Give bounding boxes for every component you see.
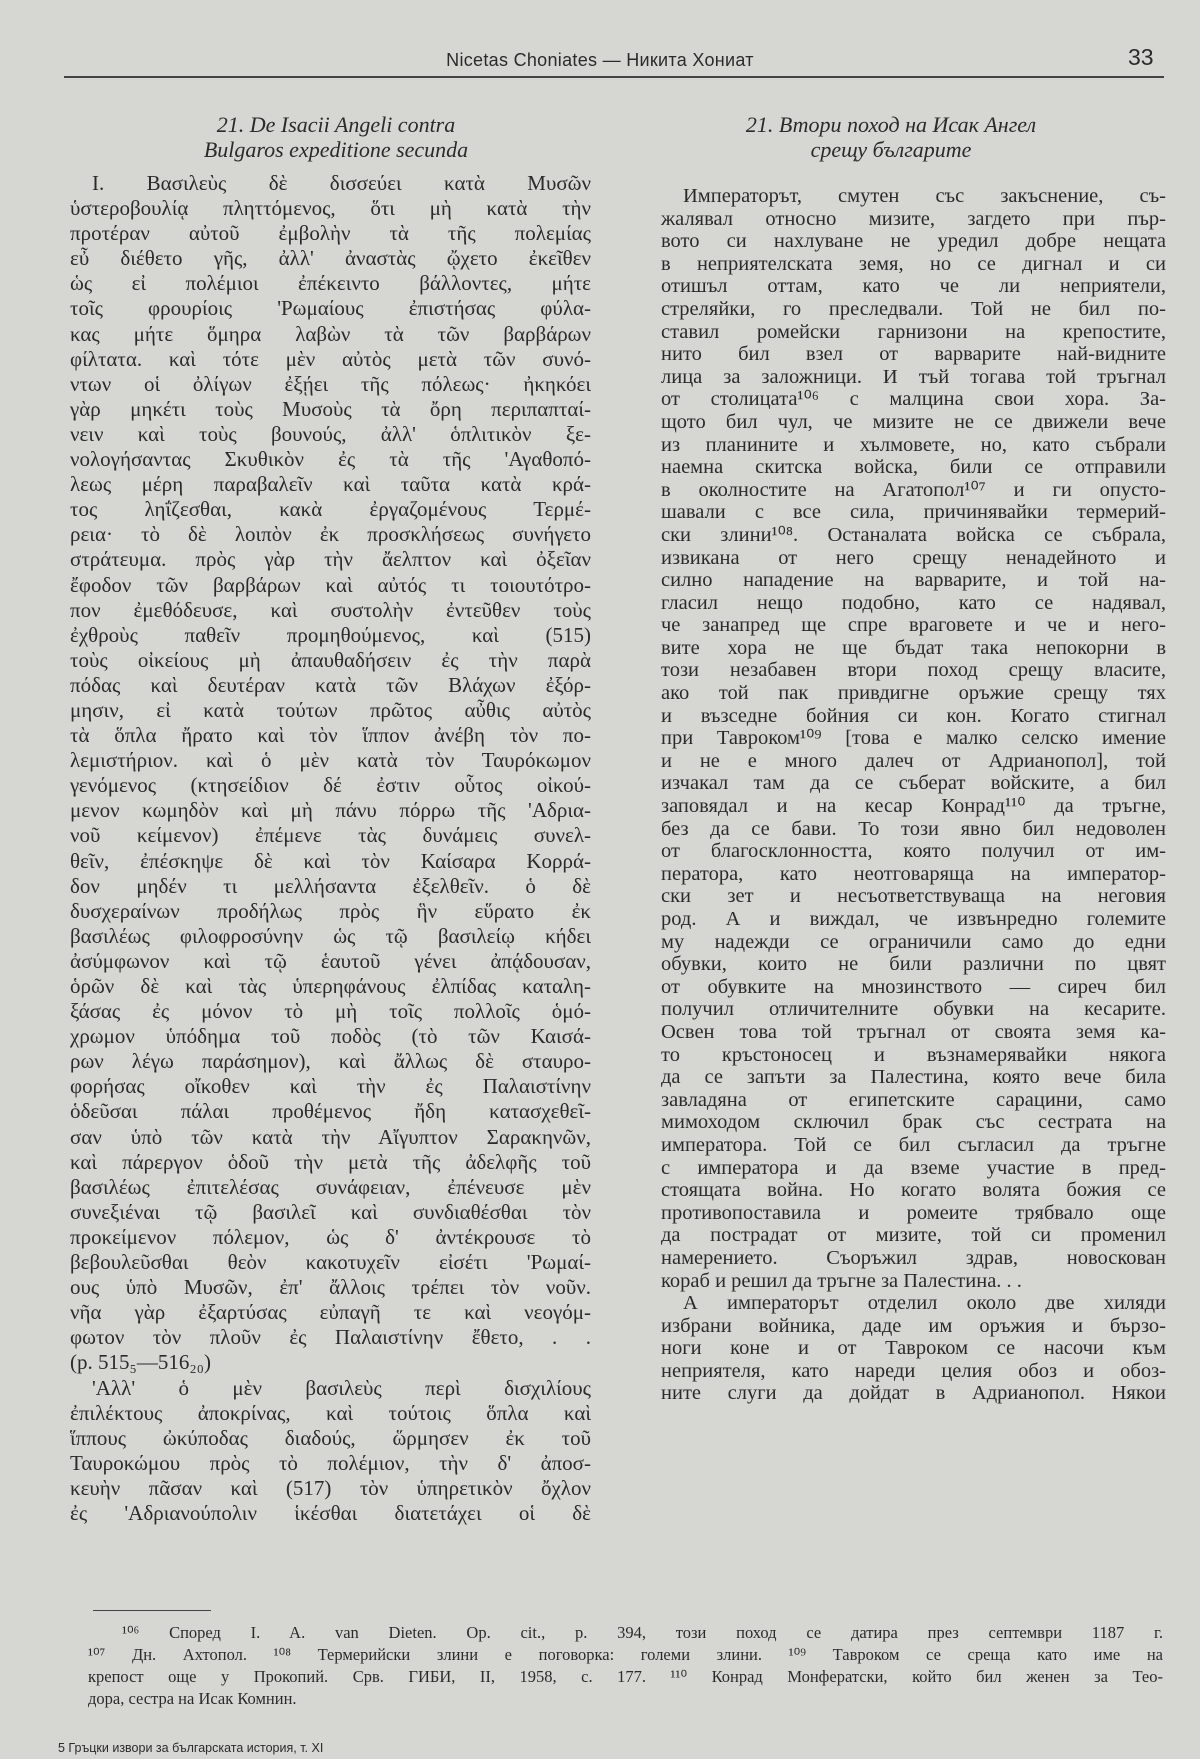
- text-line: τὰ ὅπλα ἤρατο καὶ τὸν ἵππον ἀνέβη τὸν πο-: [70, 723, 591, 748]
- text-line: εὖ διέθετο γῆς, ἀλλ' ἀναστὰς ᾤχετο ἐκεῖθεν: [70, 246, 591, 271]
- heading-line: 21. De Isacii Angeli contra: [216, 112, 456, 137]
- text-line: ὁρῶν δὲ καὶ τὰς ὑπερηφάνους ἐλπίδας καταλη-: [70, 974, 591, 998]
- text-line: ните слуги да дойдат в Адрианопол. Някои: [661, 1382, 1166, 1405]
- text-line: Императорът, смутен със закъснение, съ-: [683, 185, 1166, 207]
- text-line: лица за заложници. И тъй тогава той тръгнал: [661, 365, 1166, 388]
- text-line: ператора, като неотговаряща на император-: [661, 862, 1166, 885]
- text-line: κας μήτε ὅμηρα λαβὼν τὰ τῶν βαρβάρων: [70, 321, 591, 346]
- text-line: σαν ὑπὸ τῶν κατὰ τὴν Αἴγυπτον Σαρακηνῶν,: [70, 1124, 591, 1149]
- text-line: отишъл оттам, като че ли неприятели,: [661, 275, 1166, 298]
- text-line: заповядал и на кесар Конрад¹¹⁰ да тръгне,: [661, 795, 1166, 818]
- text-line: καὶ πάρεργον ὁδοῦ τὴν μετὰ τῆς ἀδελφῆς τοῦ: [70, 1149, 591, 1174]
- text-line: силно нападение на варварите, и той на-: [661, 569, 1166, 592]
- text-line: извикана от него срещу ненадейното и: [661, 546, 1166, 569]
- text-line: 'Αλλ' ὁ μὲν βασιλεὺς περὶ δισχιλίους: [92, 1375, 591, 1400]
- text-line: φωτον τὸν πλοῦν ἐς Παλαιστίνην ἔθετο, . .: [70, 1325, 591, 1350]
- greek-text-column: [70, 171, 591, 1526]
- text-line: ноги коне и от Тавроком се насочи към: [661, 1337, 1166, 1360]
- text-line: ἀσύμφωνον καὶ τῷ ἑαυτοῦ γένει ἀπᾴδουσαν,: [70, 948, 591, 973]
- text-line: μησιν, εἰ κατὰ τούτων πρῶτος αὖθις αὐτὸς: [70, 697, 591, 722]
- heading-line: срещу българите: [810, 137, 972, 162]
- text-line: θεῖν, ἐπέσκηψε δὲ καὶ τὸν Καίσαρα Κορρά-: [70, 848, 591, 873]
- text-line: нито бил взел от варварите най-видните: [661, 343, 1166, 366]
- text-line: νῆα γὰρ ἐξαρτύσας εὐπαγῆ τε καὶ νεογόμ-: [70, 1300, 591, 1325]
- footnotes: [88, 1622, 1163, 1710]
- signature-line: 5 Гръцки извори за българската история, т. XI: [58, 1741, 324, 1755]
- text-line: и не е много далеч от Адрианопол], той: [661, 749, 1166, 772]
- text-line: ски зет и несъответствуваща на неговия: [661, 885, 1166, 908]
- footnote-line: ¹⁰⁶ Според I. A. van Dieten. Op. cit., p. 394, този поход се датира през септември 1187 г.: [122, 1623, 1163, 1642]
- text-line: от столицата¹⁰⁶ с малцина свои хора. За-: [661, 388, 1166, 411]
- text-line: от благосклонността, която получил от им-: [661, 840, 1166, 863]
- running-title: Nicetas Choniates — Никита Хониат: [446, 50, 754, 70]
- text-line: че занапред ще спре враговете и че и него-: [661, 614, 1166, 637]
- text-line: шавали с все сила, причинявайки термерий-: [661, 501, 1166, 524]
- text-line: πόδας καὶ δευτέραν κατὰ τῶν Βλάχων ἐξόρ-: [70, 672, 591, 697]
- bulgarian-translation-column: [661, 185, 1166, 1405]
- heading-line: Bulgaros expeditione secunda: [203, 137, 469, 162]
- text-line: императора. Той се бил съгласил да тръгне: [661, 1133, 1166, 1156]
- text-line: А императорът отделил около две хиляди: [683, 1292, 1166, 1315]
- text-line: I. Βασιλεὺς δὲ δισσεύει κατὰ Μυσῶν: [92, 171, 591, 195]
- text-line: да се запъти за Палестина, която вече била: [661, 1066, 1166, 1089]
- text-line: този незабавен втори поход срещу власите,: [661, 659, 1166, 682]
- text-line: без да се бави. То този явно бил недоволен: [661, 817, 1166, 840]
- text-line: βασιλέως φιλοφροσύνην ὡς τῷ βασιλείῳ κήδει: [70, 923, 591, 948]
- text-line: вото си нахлуване не уредил добре нещата: [661, 230, 1166, 253]
- text-line: στράτευμα. πρὸς γὰρ τὴν ἄελπτον καὶ ὀξεῖαν: [70, 547, 591, 572]
- footnote-line: дора, сестра на Исак Комнин.: [88, 1689, 297, 1708]
- text-line: вите хора не ще бъдат така непокорни в: [661, 636, 1166, 659]
- text-line: νολογήσαντας Σκυθικὸν ἐς τὰ τῆς 'Αγαθοπό-: [70, 447, 591, 472]
- text-line: νοῦ κείμενον) ἐπέμενε τὰς δυνάμεις συνελ-: [70, 823, 591, 848]
- text-line: при Тавроком¹⁰⁹ [това е малко селско имение: [661, 727, 1166, 750]
- page-number: 33: [1128, 44, 1154, 70]
- text-line: противопоставила и ромеите трябвало още: [661, 1201, 1166, 1224]
- text-line: ἐχθροὺς παθεῖν προμηθούμενος, καὶ (515): [70, 622, 591, 647]
- text-line: завладяна от египетските сарацини, само: [661, 1088, 1166, 1111]
- text-line: κευὴν πᾶσαν καὶ (517) τὸν ὑπηρετικὸν ὄχλον: [70, 1475, 591, 1500]
- text-line: προτέραν αὐτοῦ ἐμβολὴν τὰ τῆς πολεμίας: [70, 221, 591, 246]
- text-line: πον ἐμεθόδευσε, καὶ συστολὴν ἐντεῦθεν τοὺς: [70, 597, 591, 622]
- text-line: ους ὑπὸ Μυσῶν, ἐπ' ἄλλοις τρέπει τὸν νοῦν.: [70, 1275, 591, 1300]
- text-line: получил отличителните обувки на кесарите.: [661, 998, 1166, 1021]
- text-line: ντων οἱ ὀλίγων ἐξῄει τῆς πόλεως· ἠκηκόει: [70, 371, 591, 396]
- text-line: ρων λέγω παράσημον), καὶ ἄλλως δὲ σταυρο-: [70, 1049, 591, 1074]
- text-line: τος ληΐζεσθαι, κακὰ ἐργαζομένους Τερμέ-: [70, 497, 591, 522]
- footnote-rule: [93, 1610, 211, 1611]
- footnote-line: крепост още у Прокопий. Срв. ГИБИ, II, 1958, с. 177. ¹¹⁰ Конрад Монфератски, който бил женен за Тео-: [88, 1667, 1163, 1686]
- text-line: ὡς εἰ πολέμιοι ἐπέκειντο βάλλοντες, μήτε: [70, 271, 591, 296]
- text-line: ἐς 'Αδριανούπολιν ἱκέσθαι διατετάχει οἱ δὲ: [70, 1500, 591, 1525]
- text-line: кораб и решил да тръгне за Палестина. . .: [661, 1269, 1022, 1292]
- text-line: βεβουλεῦσθαι θεὸν κακοτυχεῖν εἰσέτι 'Ρωμαί-: [70, 1250, 591, 1275]
- text-line: ἔφοδον τῶν βαρβάρων καὶ αὐτός τι τοιουτότρο-: [70, 572, 591, 597]
- text-line: намерението. Съоръжил здрав, новоскован: [661, 1246, 1166, 1269]
- text-line: мимоходом сключил брак със сестрата на: [661, 1111, 1166, 1134]
- text-line: συνεξιέναι τῷ βασιλεῖ καὶ συνδιαθέσθαι τὸν: [70, 1199, 591, 1224]
- text-line: в неприятелската земя, но се дигнал и си: [661, 252, 1166, 275]
- bulgarian-section-heading: [631, 112, 1151, 162]
- text-line: в околностите на Агатопол¹⁰⁷ и ги опусто-: [661, 478, 1166, 501]
- text-line: προκείμενον πόλεμον, ὡς δ' ἀντέκρουσε τὸ: [70, 1224, 591, 1249]
- footnote-line: ¹⁰⁷ Дн. Ахтопол. ¹⁰⁸ Термерийски злини е поговорка: големи злини. ¹⁰⁹ Тавроком се среща като име на: [88, 1645, 1163, 1664]
- text-line: Освен това той тръгнал от своята земя ка-: [661, 1020, 1166, 1043]
- heading-line: 21. Втори поход на Исак Ангел: [745, 112, 1037, 137]
- text-line: δυσχεραίνων προδήλως πρὸς ἣν εὕρατο ἐκ: [70, 898, 591, 923]
- text-line: φορήσας οἴκοθεν καὶ τὴν ἐς Παλαιστίνην: [70, 1074, 591, 1099]
- text-line: γενόμενος (κτησείδιον δέ ἐστιν οὗτος οἰκού-: [70, 773, 591, 798]
- text-line: наемна скитска войска, били се отправили: [661, 456, 1166, 479]
- text-line: ἵππους ὠκύποδας διαδούς, ὥρμησεν ἐκ τοῦ: [70, 1425, 591, 1450]
- text-line: γὰρ μηκέτι τοὺς Μυσοὺς τὰ ὄρη περιπαπταί-: [70, 396, 591, 421]
- text-line: λεμιστήριον. καὶ ὁ μὲν κατὰ τὸν Ταυρόκωμον: [70, 748, 591, 773]
- text-line: χρωμον ὑπόδημα τοῦ ποδὸς (τὸ τῶν Καισά-: [70, 1024, 591, 1049]
- text-line: гласил нещо подобно, като се надявал,: [661, 591, 1166, 614]
- latin-section-heading: [76, 112, 596, 162]
- text-line: ако той пак привдигне оръжие срещу тях: [661, 682, 1166, 705]
- text-line: ὁδεῦσαι πάλαι προθέμενος ἤδη κατασχεθεῖ-: [70, 1099, 591, 1124]
- text-line: род. А и виждал, че извънредно големите: [661, 908, 1166, 930]
- text-line: стреляйки, го преследвали. Той не бил по-: [661, 297, 1166, 320]
- text-line: τοὺς οἰκείους μὴ ἀπαυθαδήσειν ἐς τὴν παρὰ: [70, 647, 591, 672]
- header-rule: [64, 76, 1164, 78]
- text-line: ρεια· τὸ δὲ λοιπὸν ἐκ προσκλήσεως συνήγετο: [70, 522, 591, 547]
- text-line: то кръстоносец и възнамерявайки някога: [661, 1043, 1166, 1066]
- text-line: ξάσας ἐς μόνον τὸ μὴ τοῖς πολλοῖς ὁμό-: [70, 999, 591, 1024]
- text-line: му надежди се ограничили само до едни: [661, 930, 1166, 953]
- text-line: изчакал там да се съберат войските, а бил: [661, 772, 1166, 795]
- text-line: Ταυροκώμου πρὸς τὸ πολέμιον, τὴν δ' ἀποσ-: [70, 1450, 591, 1475]
- text-line: βασιλέως ἐπιτελέσας συνάφειαν, ἐπένευσε μὲν: [70, 1174, 591, 1199]
- text-line: ставил ромейски гарнизони на крепостите,: [661, 320, 1166, 343]
- text-line: из планините и хълмовете, но, като събрали: [661, 433, 1166, 456]
- text-line: щото бил чул, че мизите не се движели вече: [661, 410, 1166, 433]
- text-line: от обувките на мнозинството — сиреч бил: [661, 975, 1166, 998]
- text-line: с императора и да вземе участие в пред-: [661, 1156, 1166, 1179]
- text-line: ски злини¹⁰⁸. Останалата войска се събрала,: [661, 523, 1166, 546]
- text-line: νειν καὶ τοὺς βουνούς, ἀλλ' ὁπλιτικὸν ξε-: [70, 421, 591, 446]
- text-line: μενον κωμηδὸν καὶ μὴ πάνυ πόρρω τῆς 'Αδρια-: [70, 798, 591, 823]
- text-line: жалявал относно мизите, загдето при пър-: [661, 207, 1166, 230]
- text-line: δον μηδέν τι μελλήσαντα ἐξελθεῖν. ὁ δὲ: [70, 873, 591, 898]
- text-line: φίλτατα. καὶ τότε μὲν αὐτὸς μετὰ τῶν συνό-: [70, 346, 591, 371]
- text-line: неприятеля, като нареди целия обоз и обоз-: [661, 1359, 1166, 1382]
- text-line: и възседне бойния си кон. Когато стигнал: [661, 704, 1166, 727]
- text-line: ὑστεροβουλίᾳ πληττόμενος, ὅτι μὴ κατὰ τὴν: [70, 196, 591, 221]
- text-line: (p. 515₅—516₂₀): [70, 1350, 211, 1375]
- text-line: τοῖς φρουρίοις 'Ρωμαίους ἐπιστήσας φύλα-: [70, 296, 591, 321]
- text-line: ἐπιλέκτους ἀποκρίνας, καὶ τούτοις ὅπλα καὶ: [70, 1400, 591, 1425]
- text-line: обувки, които не били различни по цвят: [661, 953, 1166, 976]
- text-line: стоящата война. Но когато волята божия се: [661, 1179, 1166, 1202]
- text-line: избрани войника, даде им оръжия и бързо-: [661, 1314, 1166, 1337]
- text-line: да пострадат от мизите, той си променил: [661, 1224, 1166, 1247]
- text-line: λεως μέρη παραβαλεῖν καὶ ταῦτα κατὰ κρά-: [70, 472, 591, 497]
